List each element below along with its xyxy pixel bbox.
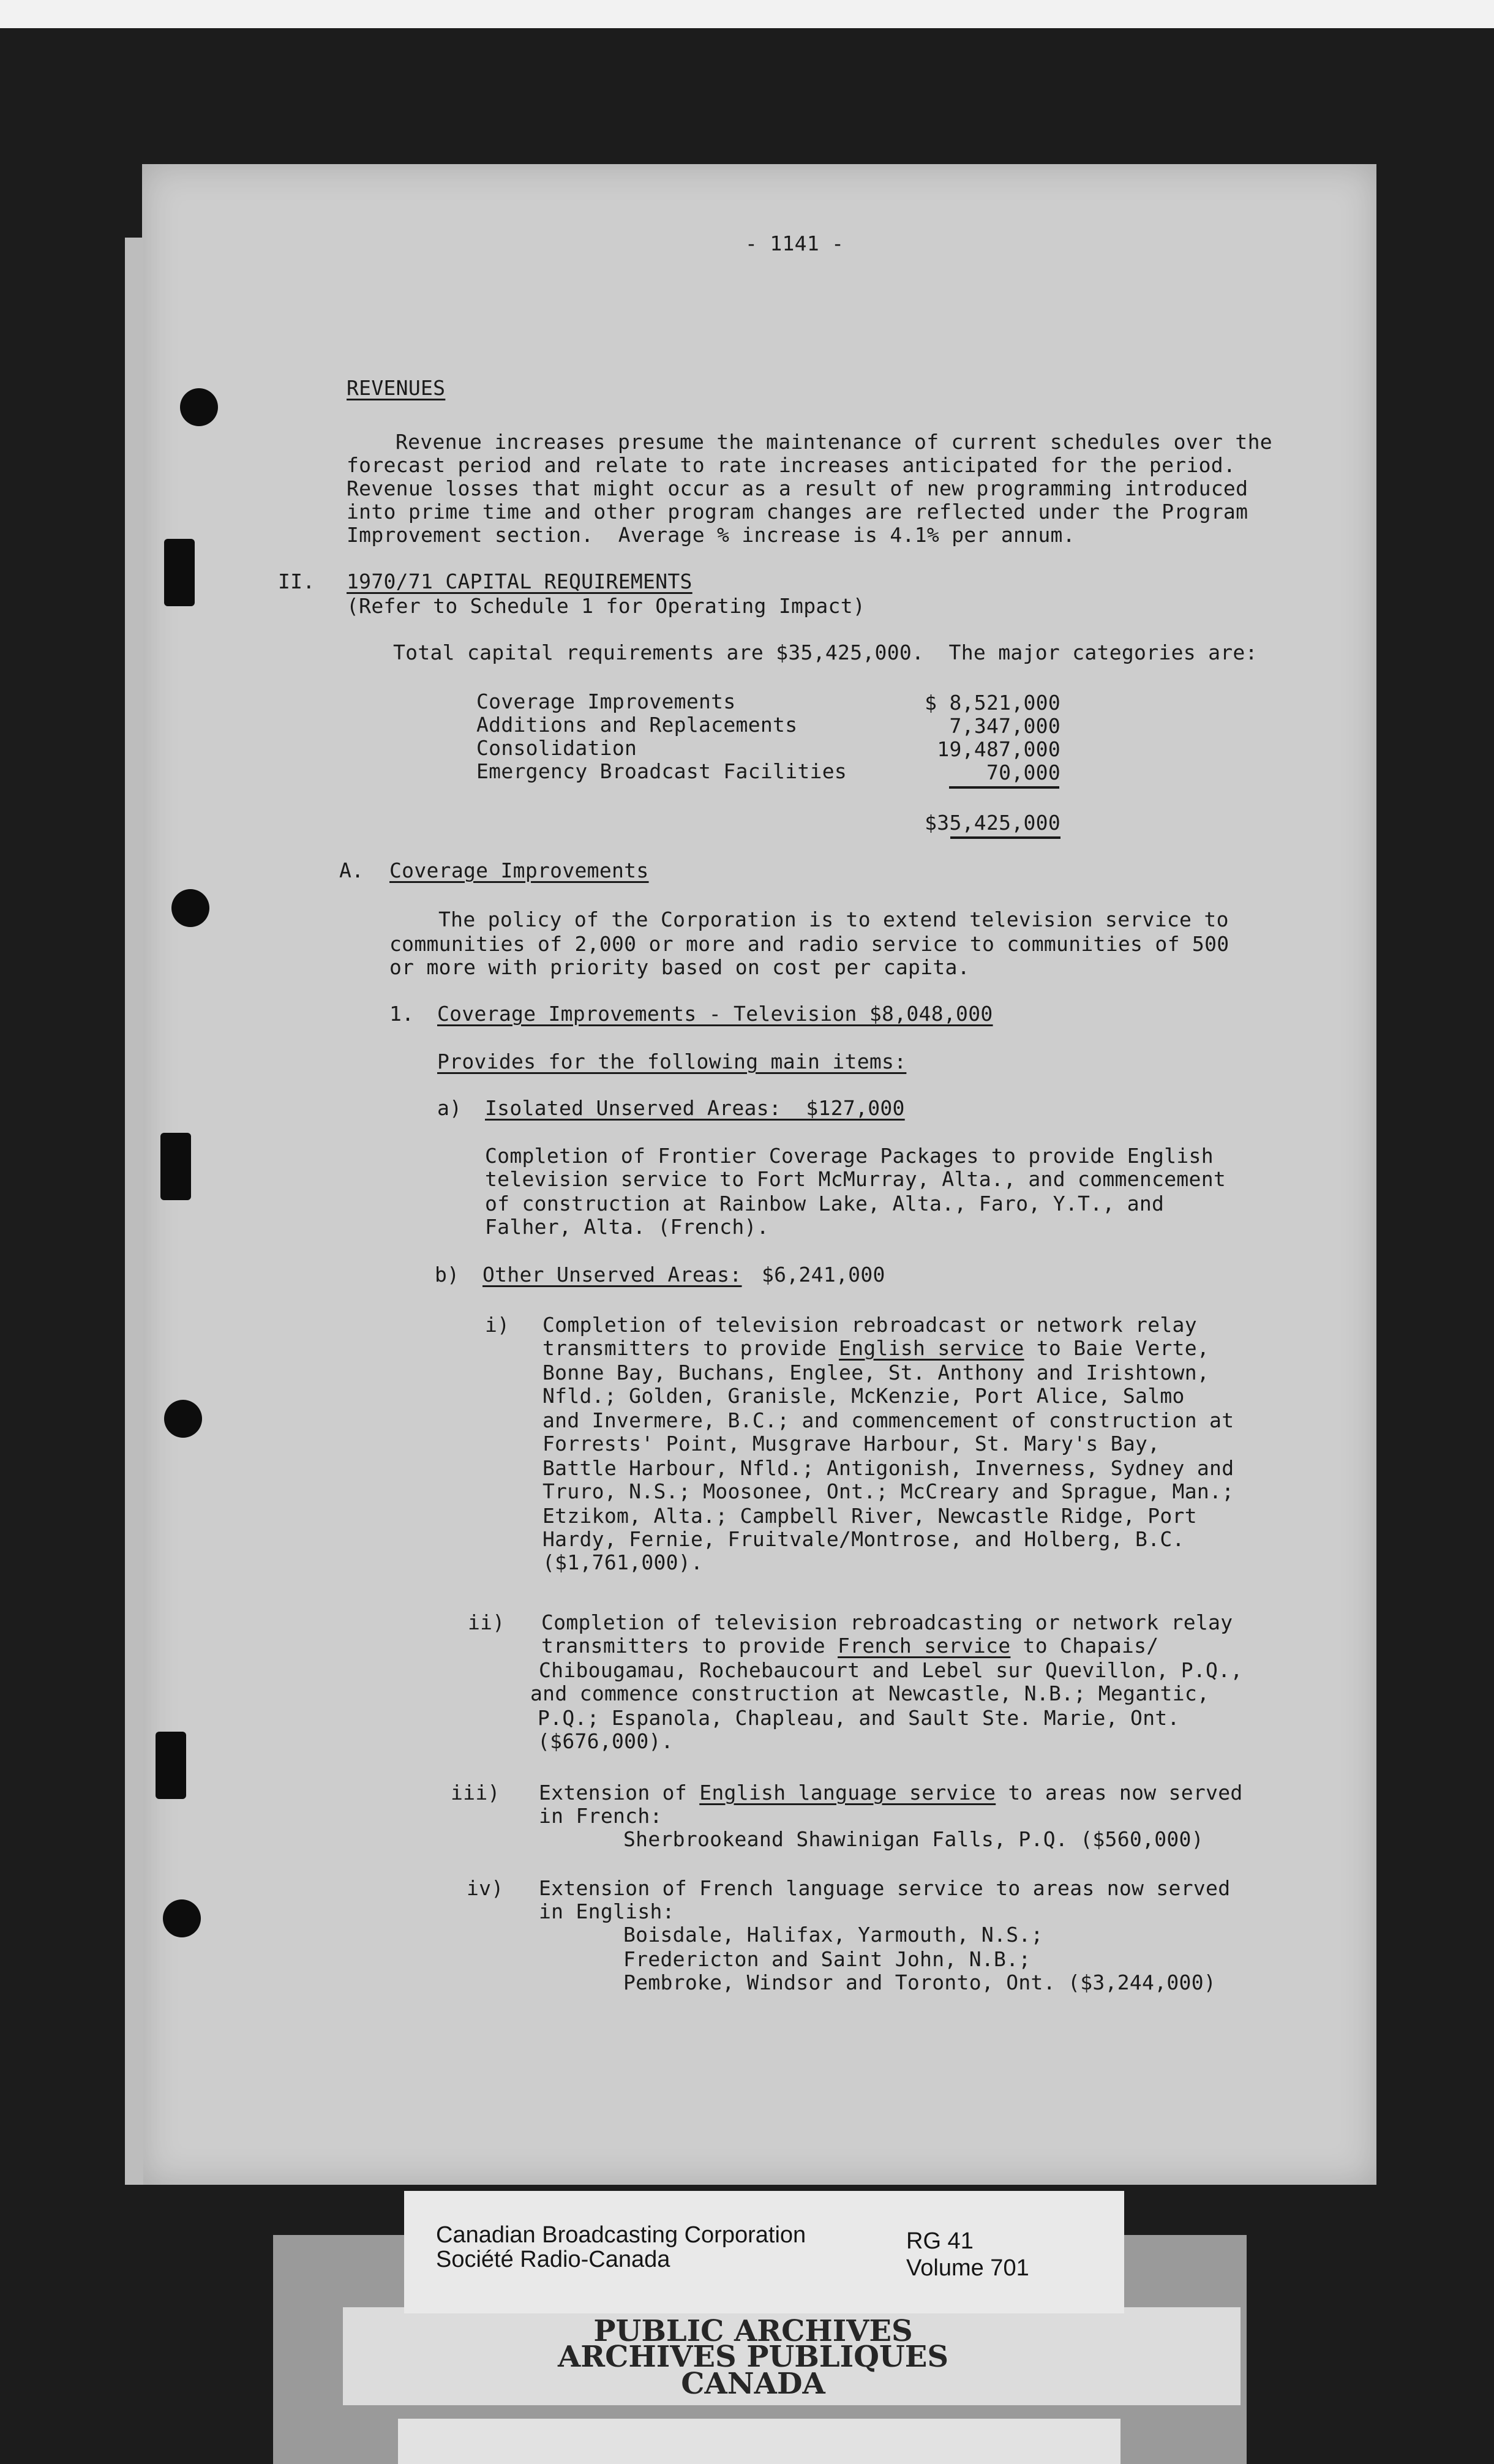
page-number: - 1141 - xyxy=(745,231,844,255)
archive-org-en: Canadian Broadcasting Corporation xyxy=(436,2222,806,2248)
film-frame-bottom xyxy=(398,2419,1120,2464)
sub-i-line: Truro, N.S.; Moosonee, Ont.; McCreary and Sprague, Man.; xyxy=(542,1479,1234,1503)
sub-iv-line: in English: xyxy=(539,1899,675,1923)
category-amount: 7,347,000 xyxy=(949,714,1060,738)
revenues-line: into prime time and other program changes are reflected under the Program xyxy=(347,500,1248,524)
category-amount: $ 8,521,000 xyxy=(925,691,1060,715)
sub-ii-line: Completion of television rebroadcasting or network relay xyxy=(541,1610,1233,1634)
sub-iv-line: Pembroke, Windsor and Toronto, Ont. ($3,244,000) xyxy=(623,1970,1217,1994)
sub-i-line: Bonne Bay, Buchans, Englee, St. Anthony and Irishtown, xyxy=(542,1361,1210,1384)
other-areas-amount: $6,241,000 xyxy=(762,1263,885,1286)
sub-ii-line-text: to Chapais/ xyxy=(1010,1634,1159,1658)
binder-slot xyxy=(160,1133,191,1200)
sub-iii-line: in French: xyxy=(539,1804,663,1828)
revenues-line: Revenue increases presume the maintenance of current schedules over the xyxy=(396,430,1272,454)
film-frame-top xyxy=(0,0,1494,28)
sub-i-line: Battle Harbour, Nfld.; Antigonish, Inverness, Sydney and xyxy=(542,1456,1234,1480)
sub-ii-line: ($676,000). xyxy=(538,1729,674,1753)
subtotal-rule xyxy=(949,786,1059,789)
sub-i-line: Completion of television rebroadcast or network relay xyxy=(542,1313,1197,1337)
section-title: 1970/71 CAPITAL REQUIREMENTS xyxy=(347,569,693,593)
section-letter: A. xyxy=(339,858,364,882)
section-a-title: Coverage Improvements xyxy=(389,858,649,882)
revenues-heading: REVENUES xyxy=(347,376,446,400)
sub-ii-line: and commence construction at Newcastle, N.B.; Megantic, xyxy=(530,1681,1210,1705)
sub-i-line-text: transmitters to provide xyxy=(542,1336,839,1360)
english-service-text: English service xyxy=(839,1336,1024,1360)
sub-i-line: Nfld.; Golden, Granisle, McKenzie, Port Alice, Salmo xyxy=(542,1384,1185,1408)
sub-item-number: iii) xyxy=(451,1781,500,1805)
sub-i-line: Etzikom, Alta.; Campbell River, Newcastle Ridge, Port xyxy=(542,1504,1197,1528)
sub-iii-line: Sherbrookeand Shawinigan Falls, P.Q. ($560,000) xyxy=(623,1827,1204,1851)
archive-stamp-line: PUBLIC ARCHIVES xyxy=(593,2314,913,2348)
category-label: Consolidation xyxy=(476,736,637,760)
sub-iv-line: Boisdale, Halifax, Yarmouth, N.S.; xyxy=(623,1923,1043,1947)
document-page xyxy=(142,164,1376,2185)
policy-line: The policy of the Corporation is to extend television service to xyxy=(438,907,1229,931)
revenues-line: Revenue losses that might occur as a result of new programming introduced xyxy=(347,476,1248,500)
sub-item-number: i) xyxy=(485,1313,510,1337)
item-letter: b) xyxy=(435,1263,460,1286)
category-amount: 19,487,000 xyxy=(937,737,1060,761)
sub-i-line: ($1,761,000). xyxy=(542,1550,704,1574)
sub-ii-line xyxy=(541,1634,1158,1658)
category-amount: 70,000 xyxy=(986,761,1060,784)
archive-label xyxy=(404,2191,1124,2313)
policy-line: communities of 2,000 or more and radio service to communities of 500 xyxy=(389,932,1229,956)
sub-i-line: Forrests' Point, Musgrave Harbour, St. Mary's Bay, xyxy=(542,1432,1160,1455)
sub-i-line: and Invermere, B.C.; and commencement of construction at xyxy=(542,1408,1234,1432)
policy-line: or more with priority based on cost per capita. xyxy=(389,955,970,979)
archive-org-fr: Société Radio-Canada xyxy=(436,2247,670,2272)
sub-iii-line xyxy=(539,1781,1243,1805)
punch-hole xyxy=(164,1400,202,1438)
revenues-line: Improvement section. Average % increase is 4.1% per annum. xyxy=(347,523,1075,547)
sub-iii-line-text: to areas now served xyxy=(996,1781,1243,1805)
item-1-title: Coverage Improvements - Television $8,048,000 xyxy=(437,1002,993,1026)
sub-item-number: ii) xyxy=(468,1610,505,1634)
french-service-text: French service xyxy=(838,1634,1011,1658)
revenues-line: forecast period and relate to rate increases anticipated for the period. xyxy=(347,453,1236,477)
provides-heading: Provides for the following main items: xyxy=(437,1050,907,1073)
punch-hole xyxy=(171,889,209,927)
capital-intro: Total capital requirements are $35,425,000. The major categories are: xyxy=(393,640,1258,664)
category-label: Emergency Broadcast Facilities xyxy=(476,759,847,783)
total-rule xyxy=(950,836,1060,839)
sub-iii-line-text: Extension of xyxy=(539,1781,700,1805)
sub-ii-line: P.Q.; Espanola, Chapleau, and Sault Ste. Marie, Ont. xyxy=(538,1706,1180,1730)
isolated-line: Completion of Frontier Coverage Packages to provide English xyxy=(485,1144,1214,1168)
english-language-service-text: English language service xyxy=(699,1781,996,1805)
sub-ii-line-text: transmitters to provide xyxy=(541,1634,838,1658)
category-label: Coverage Improvements xyxy=(476,689,736,713)
binder-slot xyxy=(164,539,195,606)
archive-volume: Volume 701 xyxy=(906,2255,1029,2281)
archive-rg: RG 41 xyxy=(906,2228,974,2254)
other-areas-title: Other Unserved Areas: xyxy=(482,1263,742,1286)
sub-iv-line: Extension of French language service to areas now served xyxy=(539,1876,1231,1900)
sub-ii-line: Chibougamau, Rochebaucourt and Lebel sur Quevillon, P.Q., xyxy=(539,1658,1243,1682)
sub-i-line-text: to Baie Verte, xyxy=(1024,1336,1210,1360)
punch-hole xyxy=(163,1899,201,1937)
total-amount: $35,425,000 xyxy=(925,811,1060,835)
archive-stamp-line: CANADA xyxy=(681,2367,825,2401)
sub-item-number: iv) xyxy=(467,1876,504,1900)
sub-i-line: Hardy, Fernie, Fruitvale/Montrose, and Holberg, B.C. xyxy=(542,1527,1185,1551)
isolated-line: of construction at Rainbow Lake, Alta., Faro, Y.T., and xyxy=(485,1192,1165,1215)
item-letter: a) xyxy=(437,1096,462,1120)
item-number: 1. xyxy=(389,1002,415,1026)
category-label: Additions and Replacements xyxy=(476,713,798,737)
section-subtitle: (Refer to Schedule 1 for Operating Impact) xyxy=(347,594,866,618)
section-number: II. xyxy=(278,569,315,593)
punch-hole xyxy=(180,388,218,426)
archive-stamp-line: ARCHIVES PUBLIQUES xyxy=(558,2340,948,2374)
sub-i-line xyxy=(542,1336,1209,1360)
binder-slot xyxy=(156,1732,186,1799)
sub-iv-line: Fredericton and Saint John, N.B.; xyxy=(623,1947,1031,1971)
isolated-line: television service to Fort McMurray, Alta., and commencement xyxy=(485,1167,1226,1191)
isolated-areas-title: Isolated Unserved Areas: $127,000 xyxy=(485,1096,905,1120)
isolated-line: Falher, Alta. (French). xyxy=(485,1215,769,1239)
